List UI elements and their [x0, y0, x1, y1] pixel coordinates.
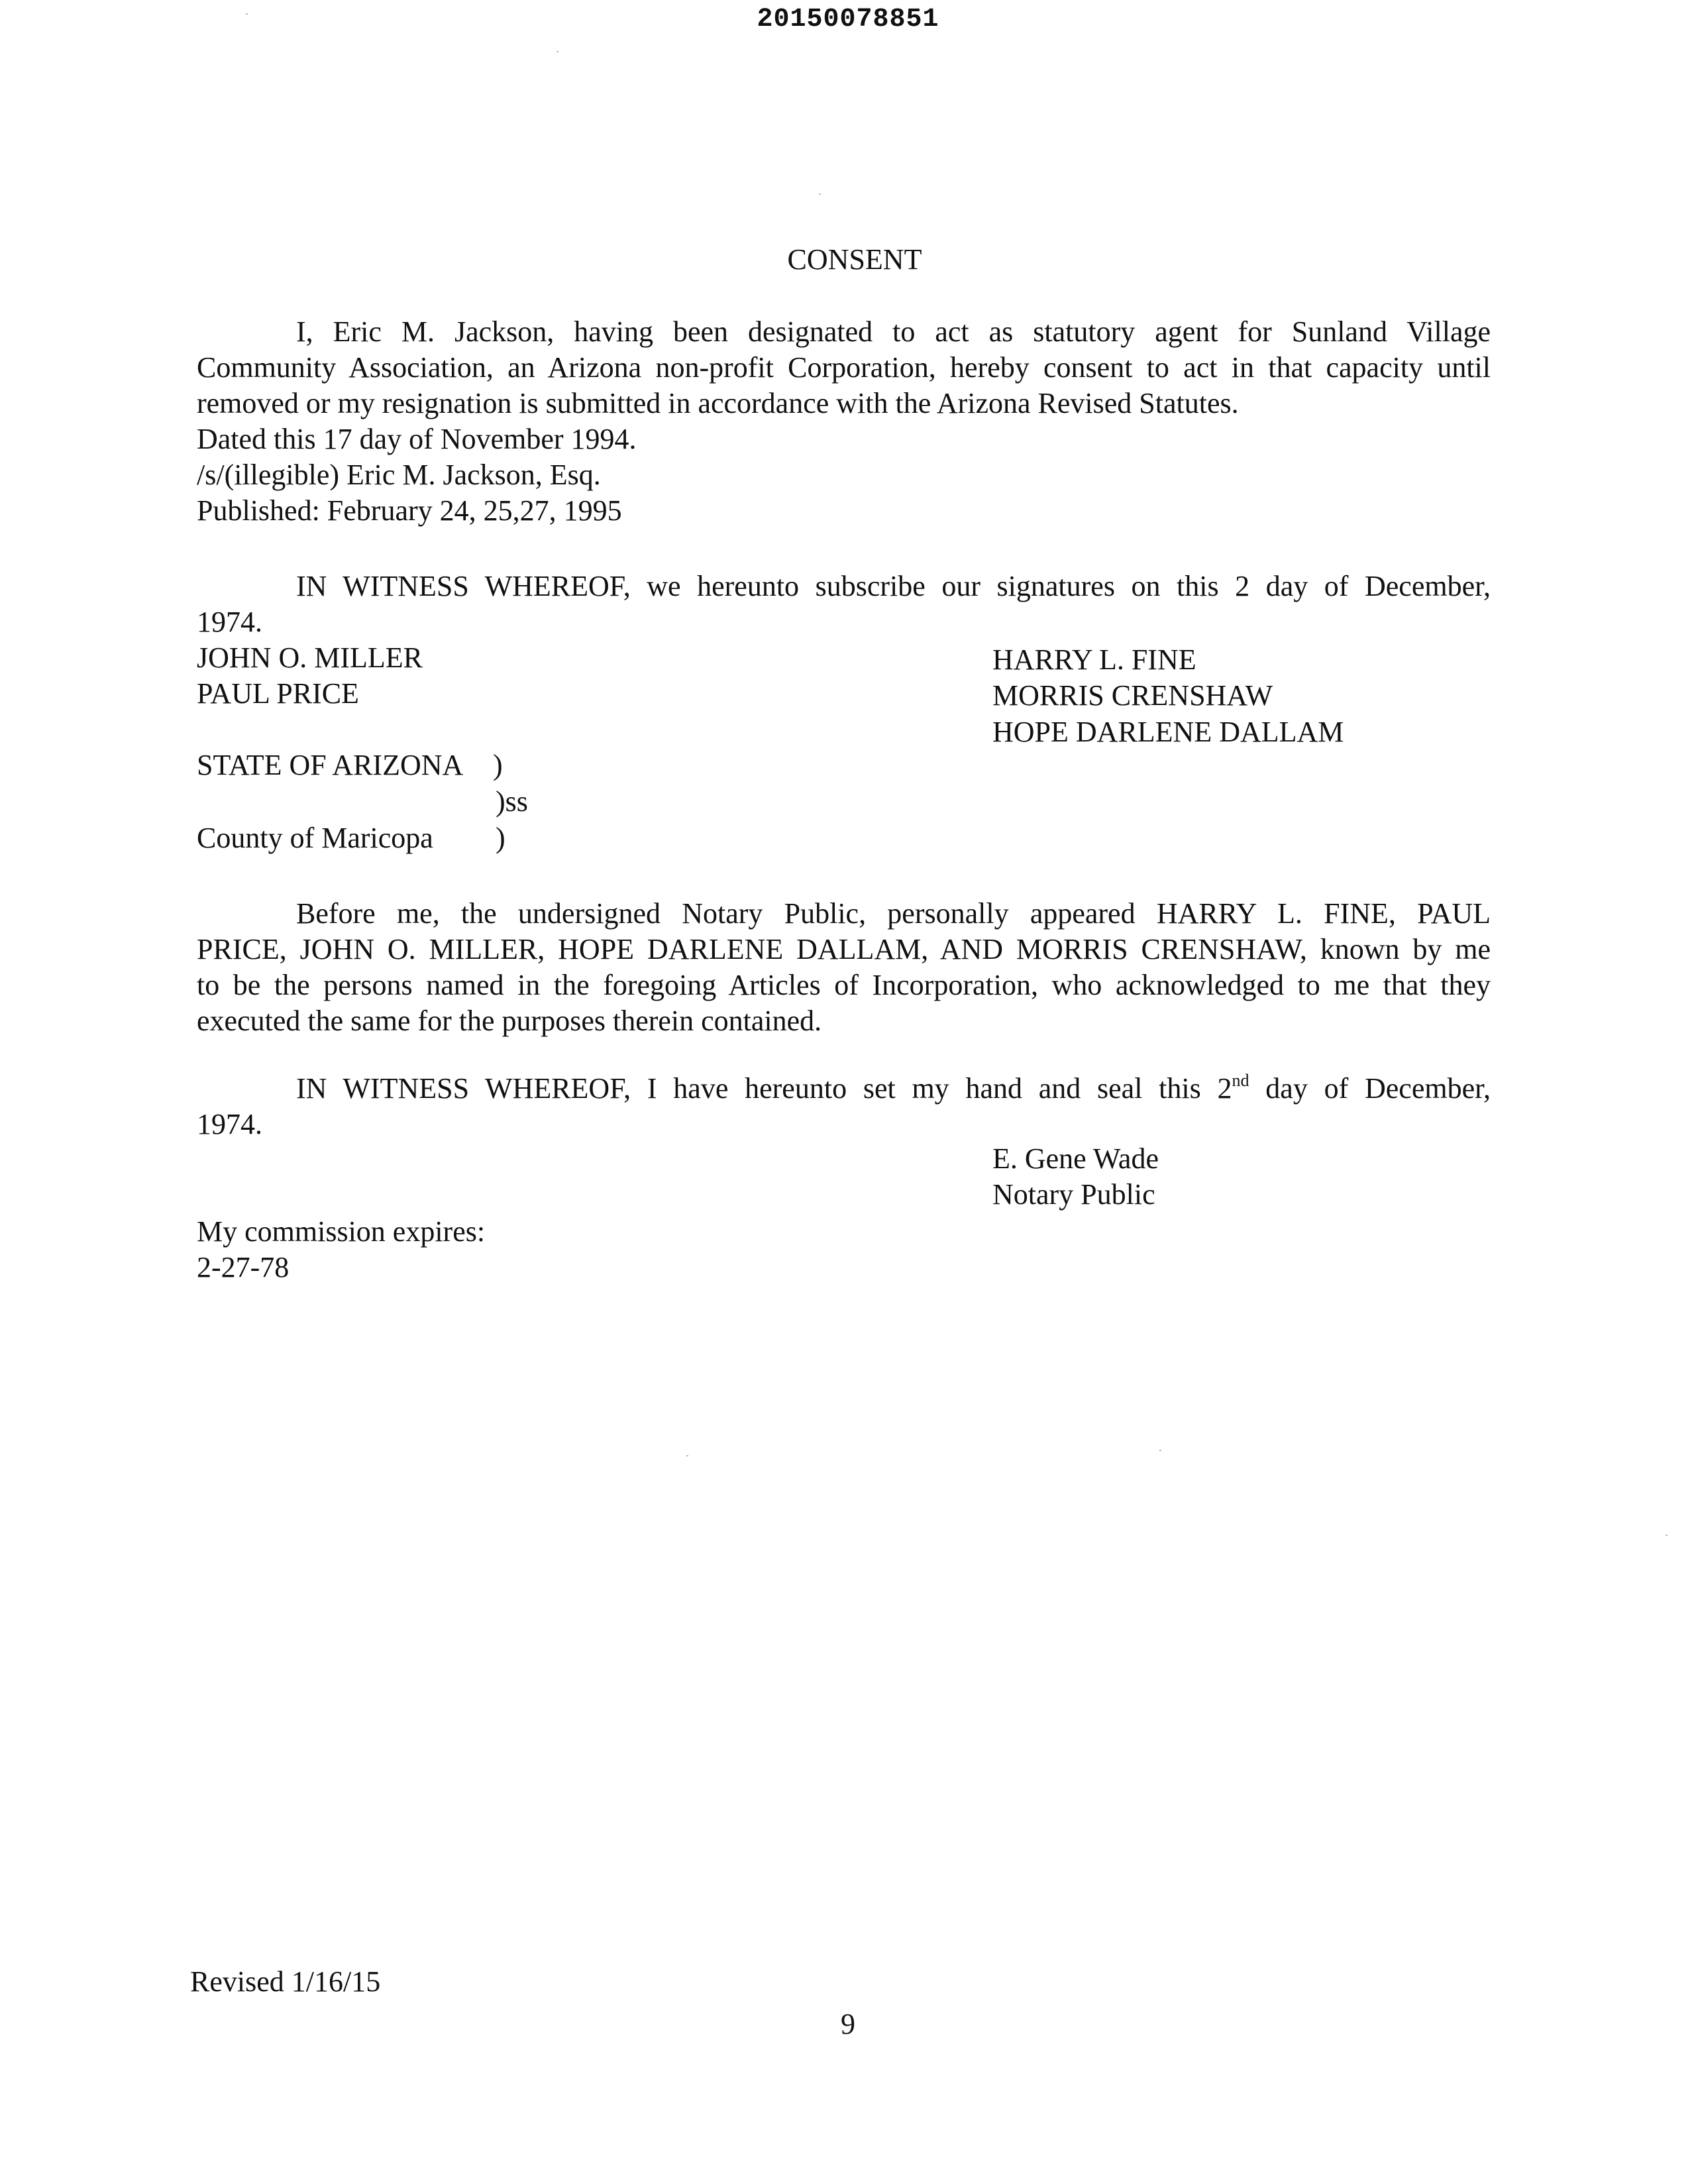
- witness-paragraph: [197, 569, 1491, 640]
- witness-line: IN WITNESS WHEREOF, we hereunto subscribe our signatures on this 2 day of December,: [296, 570, 1491, 602]
- consent-line: I, Eric M. Jackson, having been designated to act as statutory agent for Sunland Village: [296, 315, 1491, 348]
- scan-speck: [1159, 1450, 1161, 1451]
- signatory-right: HOPE DARLENE DALLAM: [992, 716, 1344, 748]
- consent-line: Community Association, an Arizona non-profit Corporation, hereby consent to act in that capacity until: [197, 351, 1491, 384]
- seal-line-after: day of December,: [1249, 1072, 1491, 1105]
- scan-speck: [819, 193, 821, 195]
- venue-state: STATE OF ARIZONA: [197, 749, 464, 781]
- notary-name: E. Gene Wade: [992, 1142, 1159, 1175]
- commission-label: My commission expires:: [197, 1215, 486, 1248]
- notary-line: executed the same for the purposes therein contained.: [197, 1005, 822, 1037]
- seal-paragraph: [197, 1071, 1491, 1142]
- consent-paragraph: [197, 314, 1491, 421]
- seal-year: 1974.: [197, 1108, 262, 1140]
- page-number: 9: [841, 2008, 855, 2040]
- notary-line: PRICE, JOHN O. MILLER, HOPE DARLENE DALLAM, AND MORRIS CRENSHAW, known by me: [197, 933, 1491, 965]
- document-number: 20150078851: [757, 5, 939, 34]
- signature-line: /s/(illegible) Eric M. Jackson, Esq.: [197, 459, 601, 491]
- notary-line: to be the persons named in the foregoing Articles of Incorporation, who acknowledged to me that they: [197, 969, 1491, 1001]
- consent-line: removed or my resignation is submitted in accordance with the Arizona Revised Statutes.: [197, 387, 1239, 419]
- notary-paragraph: [197, 896, 1491, 1039]
- notary-line: Before me, the undersigned Notary Public, personally appeared HARRY L. FINE, PAUL: [296, 897, 1491, 930]
- signatory-right: HARRY L. FINE: [992, 643, 1196, 676]
- scan-speck: [686, 1455, 688, 1456]
- signatory-left: PAUL PRICE: [197, 677, 359, 710]
- venue-paren: ): [496, 822, 505, 854]
- venue-ss: )ss: [496, 785, 528, 818]
- document-title: CONSENT: [787, 243, 922, 276]
- notary-title: Notary Public: [992, 1178, 1155, 1211]
- scan-speck: [246, 13, 248, 15]
- venue-county: County of Maricopa: [197, 822, 433, 854]
- published-line: Published: February 24, 25,27, 1995: [197, 494, 622, 527]
- signatory-right: MORRIS CRENSHAW: [992, 679, 1273, 712]
- revision-note: Revised 1/16/15: [190, 1965, 381, 1998]
- seal-line: [197, 1071, 1491, 1107]
- signatory-left: JOHN O. MILLER: [197, 641, 423, 674]
- scan-speck: [1666, 1535, 1668, 1536]
- seal-day-suffix: nd: [1232, 1071, 1249, 1090]
- dated-line: Dated this 17 day of November 1994.: [197, 423, 637, 455]
- witness-line: 1974.: [197, 606, 262, 638]
- scan-speck: [556, 51, 558, 52]
- commission-date: 2-27-78: [197, 1251, 290, 1283]
- venue-paren: ): [493, 749, 503, 781]
- seal-line-before: IN WITNESS WHEREOF, I have hereunto set my hand and seal this 2: [296, 1072, 1232, 1105]
